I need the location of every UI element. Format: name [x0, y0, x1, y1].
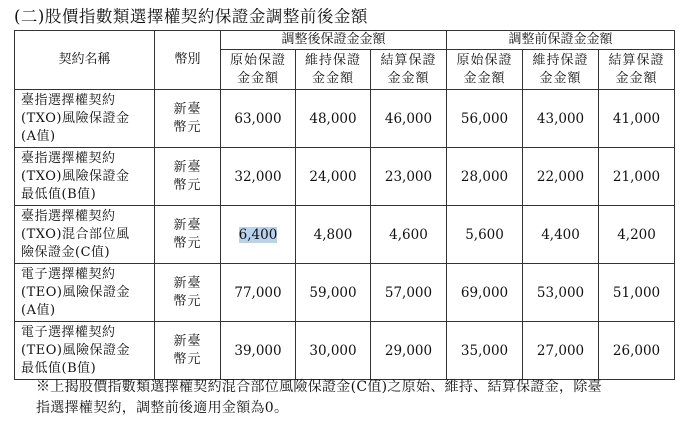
- value-cell: 59,000: [296, 264, 371, 322]
- value-cell: 43,000: [523, 90, 599, 148]
- contract-name-cell: 電子選擇權契約 (TEO)風險保證金 (A值): [15, 264, 155, 322]
- currency-cell: 新臺 幣元: [155, 206, 221, 264]
- value-cell: 41,000: [599, 90, 675, 148]
- selected-text[interactable]: 6,400: [238, 226, 278, 243]
- value-cell: 48,000: [296, 90, 371, 148]
- currency-cell: 新臺 幣元: [155, 264, 221, 322]
- table-row: [15, 206, 675, 264]
- value-cell: 35,000: [447, 322, 523, 380]
- header-currency: 幣別: [155, 31, 221, 90]
- value-cell: 4,200: [599, 206, 675, 264]
- header-after-adjustment: 調整後保證金金額: [221, 31, 447, 50]
- header-before-adjustment: 調整前保證金金額: [447, 31, 675, 50]
- header-contract-name: 契約名稱: [15, 31, 155, 90]
- value-cell: 63,000: [221, 90, 296, 148]
- value-cell: 4,400: [523, 206, 599, 264]
- currency-cell: 新臺 幣元: [155, 148, 221, 206]
- value-cell: 69,000: [447, 264, 523, 322]
- currency-cell: 新臺 幣元: [155, 90, 221, 148]
- value-cell: 26,000: [599, 322, 675, 380]
- value-cell: 56,000: [447, 90, 523, 148]
- contract-name-cell: 臺指選擇權契約 (TXO)混合部位風 險保證金(C值): [15, 206, 155, 264]
- table-row: [15, 264, 675, 322]
- footnote-line: ※上揭股價指數類選擇權契約混合部位風險保證金(C值)之原始、維持、結算保證金，除臺: [36, 379, 602, 395]
- value-cell: 23,000: [371, 148, 447, 206]
- footnote: [36, 377, 666, 419]
- header-before-maintenance: 維持保證 金金額: [523, 50, 599, 90]
- value-cell: 39,000: [221, 322, 296, 380]
- section-title: (二)股價指數類選擇權契約保證金調整前後金額: [14, 7, 368, 26]
- value-cell: 21,000: [599, 148, 675, 206]
- value-cell: 46,000: [371, 90, 447, 148]
- value-cell: 27,000: [523, 322, 599, 380]
- table-row: [15, 90, 675, 148]
- contract-name-cell: 臺指選擇權契約 (TXO)風險保證金 最低值(B值): [15, 148, 155, 206]
- value-cell: 22,000: [523, 148, 599, 206]
- header-after-initial: 原始保證 金金額: [221, 50, 296, 90]
- value-cell-selected[interactable]: [221, 206, 296, 264]
- value-cell: 4,600: [371, 206, 447, 264]
- header-after-maintenance: 維持保證 金金額: [296, 50, 371, 90]
- value-cell: 53,000: [523, 264, 599, 322]
- header-before-clearing: 結算保證 金金額: [599, 50, 675, 90]
- value-cell: 57,000: [371, 264, 447, 322]
- footnote-line: 指選擇權契約，調整前後適用金額為0。: [36, 400, 289, 416]
- value-cell: 32,000: [221, 148, 296, 206]
- table-row: [15, 322, 675, 380]
- value-cell: 30,000: [296, 322, 371, 380]
- currency-cell: 新臺 幣元: [155, 322, 221, 380]
- table-row: [15, 148, 675, 206]
- value-cell: 4,800: [296, 206, 371, 264]
- contract-name-cell: 電子選擇權契約 (TEO)風險保證金 最低值(B值): [15, 322, 155, 380]
- value-cell: 28,000: [447, 148, 523, 206]
- header-before-initial: 原始保證 金金額: [447, 50, 523, 90]
- value-cell: 77,000: [221, 264, 296, 322]
- header-after-clearing: 結算保證 金金額: [371, 50, 447, 90]
- value-cell: 51,000: [599, 264, 675, 322]
- value-cell: 5,600: [447, 206, 523, 264]
- value-cell: 24,000: [296, 148, 371, 206]
- contract-name-cell: 臺指選擇權契約 (TXO)風險保證金 (A值): [15, 90, 155, 148]
- value-cell: 29,000: [371, 322, 447, 380]
- margin-table: [14, 30, 675, 380]
